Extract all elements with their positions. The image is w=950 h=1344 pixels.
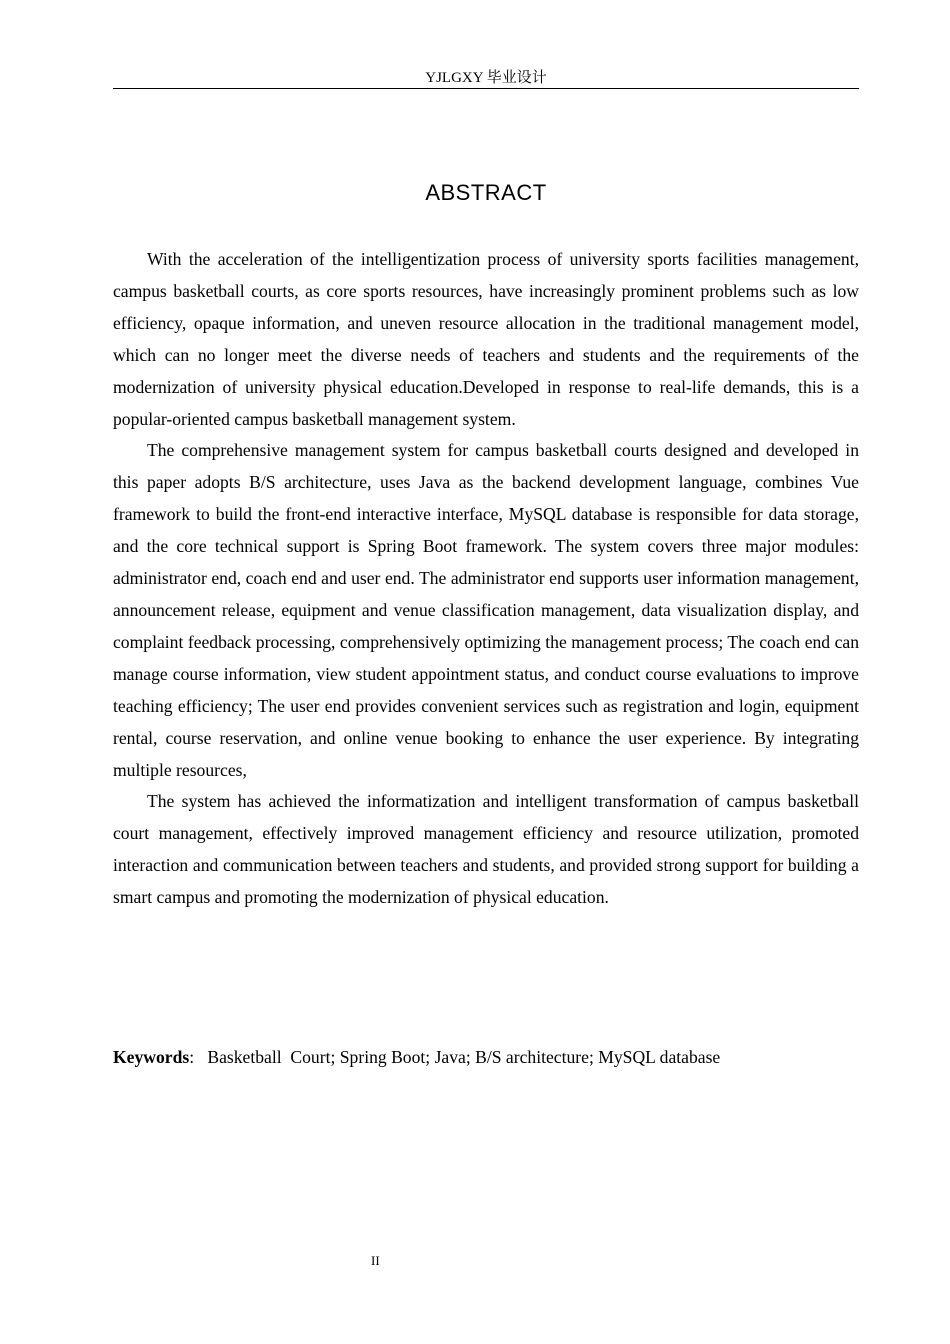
keywords-value: Basketball Court; Spring Boot; Java; B/S architecture; MySQL database [207,1047,721,1067]
abstract-body [113,244,859,914]
keywords-separator: : [189,1047,208,1067]
abstract-paragraph-3: The system has achieved the informatization and intelligent transformation of campus basketball court management, effectively improved management efficiency and resource utilization, promoted interaction and communication between teachers and students, and provided strong support for building a smart campus and promoting the modernization of physical education. [113,791,859,908]
abstract-paragraph-1: With the acceleration of the intelligentization process of university sports facilities management, campus basketball courts, as core sports resources, have increasingly prominent problems such as low efficiency, opaque information, and uneven resource allocation in the traditional management model, which can no longer meet the diverse needs of teachers and students and the requirements of the modernization of university physical education.Developed in response to real-life demands, this is a popular-oriented campus basketball management system. [113,249,859,429]
abstract-paragraph-2: The comprehensive management system for campus basketball courts designed and developed in this paper adopts B/S architecture, uses Java as the backend development language, combines Vue framework to build the front-end interactive interface, MySQL database is responsible for data storage, and the core technical support is Spring Boot framework. The system covers three major modules: administrator end, coach end and user end. The administrator end supports user information management, announcement release, equipment and venue classification management, data visualization display, and complaint feedback processing, comprehensively optimizing the management process; The coach end can manage course information, view student appointment status, and conduct course evaluations to improve teaching efficiency; The user end provides convenient services such as registration and login, equipment rental, course reservation, and online venue booking to enhance the user experience. By integrating multiple resources, [113,440,859,780]
abstract-title: ABSTRACT [425,180,547,205]
keywords-label: Keywords [113,1047,190,1067]
keywords-line [113,1042,859,1074]
page-header [113,68,859,89]
page-number: II [371,1253,380,1268]
header-text: YJLGXY 毕业设计 [425,70,547,86]
